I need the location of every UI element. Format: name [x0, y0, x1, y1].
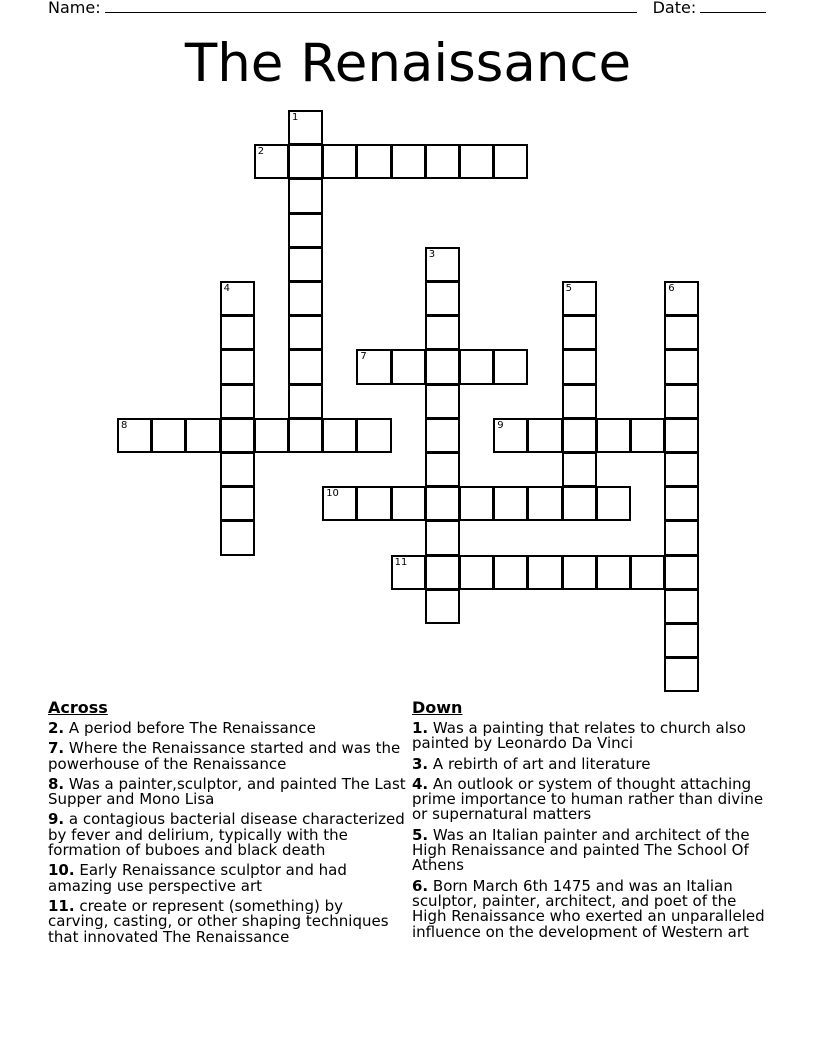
crossword-cell[interactable] [527, 555, 562, 590]
clue-number: 8 [121, 419, 128, 431]
crossword-cell[interactable] [322, 144, 357, 179]
crossword-cell[interactable] [288, 281, 323, 316]
clue-text: A rebirth of art and literature [428, 754, 651, 773]
clue-number: 10. [48, 861, 75, 880]
crossword-cell[interactable] [220, 315, 255, 350]
clue-number: 3. [412, 754, 429, 773]
across-clue [48, 721, 408, 736]
crossword-cell[interactable] [664, 657, 699, 692]
crossword-cell[interactable] [356, 418, 391, 453]
crossword-cell[interactable] [288, 247, 323, 282]
crossword-cell[interactable] [425, 555, 460, 590]
clue-text: Born March 6th 1475 and was an Italian sculptor, painter, architect, and poet of the High Renaissance who exerted an unparalleled influence on the development of Western art [412, 876, 765, 941]
crossword-cell[interactable] [288, 418, 323, 453]
clue-number: 7 [360, 351, 367, 363]
page-title: The Renaissance [184, 33, 632, 94]
crossword-cell[interactable] [493, 555, 528, 590]
crossword-cell[interactable] [151, 418, 186, 453]
crossword-cell[interactable] [664, 555, 699, 590]
crossword-cell[interactable] [288, 144, 323, 179]
crossword-cell[interactable] [493, 144, 528, 179]
crossword-cell[interactable] [664, 349, 699, 384]
crossword-cell[interactable] [425, 144, 460, 179]
crossword-cell[interactable] [288, 213, 323, 248]
crossword-cell[interactable] [322, 486, 357, 521]
crossword-cell[interactable] [459, 144, 494, 179]
crossword-cell[interactable] [425, 247, 460, 282]
crossword-cell[interactable] [664, 315, 699, 350]
clue-number: 7. [48, 739, 65, 758]
crossword-cell[interactable] [664, 520, 699, 555]
crossword-cell[interactable] [664, 452, 699, 487]
crossword-cell[interactable] [391, 144, 426, 179]
crossword-cell[interactable] [493, 418, 528, 453]
clue-number: 9. [48, 810, 65, 829]
across-clue [48, 741, 408, 772]
crossword-cell[interactable] [562, 452, 597, 487]
clue-number: 11 [394, 556, 408, 568]
crossword-cell[interactable] [425, 520, 460, 555]
clue-number: 6. [412, 876, 429, 895]
clue-number: 10 [326, 488, 339, 500]
crossword-cell[interactable] [425, 589, 460, 624]
crossword-cell[interactable] [356, 486, 391, 521]
crossword-cell[interactable] [356, 349, 391, 384]
crossword-cell[interactable] [562, 349, 597, 384]
crossword-cell[interactable] [288, 178, 323, 213]
crossword-cell[interactable] [356, 144, 391, 179]
crossword-cell[interactable] [664, 281, 699, 316]
crossword-cell[interactable] [493, 349, 528, 384]
clue-number: 1 [292, 112, 299, 123]
across-clue [48, 863, 408, 894]
clue-number: 6 [668, 283, 675, 294]
crossword-cell[interactable] [425, 315, 460, 350]
down-clue [412, 754, 772, 773]
down-clues [412, 698, 772, 945]
crossword-cell[interactable] [220, 486, 255, 521]
down-heading: Down [412, 698, 463, 717]
crossword-cell[interactable] [220, 452, 255, 487]
crossword-cell[interactable] [220, 418, 255, 453]
crossword-cell[interactable] [391, 349, 426, 384]
crossword-cell[interactable] [185, 418, 220, 453]
crossword-cell[interactable] [220, 281, 255, 316]
crossword-cell[interactable] [664, 384, 699, 419]
crossword-cell[interactable] [288, 349, 323, 384]
crossword-cell[interactable] [562, 281, 597, 316]
crossword-cell[interactable] [596, 486, 631, 521]
crossword-cell[interactable] [288, 384, 323, 419]
clue-number: 3 [428, 248, 436, 260]
crossword-cell[interactable] [664, 486, 699, 521]
crossword-cell[interactable] [664, 589, 699, 624]
crossword-cell[interactable] [322, 418, 357, 453]
crossword-cell[interactable] [220, 520, 255, 555]
clue-text: Was a painter,sculptor, and painted The Last Supper and Mono Lisa [48, 774, 406, 809]
down-clue [412, 774, 772, 824]
across-clue [48, 896, 408, 946]
clue-number: 1. [412, 719, 429, 737]
across-clues [48, 698, 408, 950]
crossword-cell[interactable] [527, 486, 562, 521]
across-heading: Across [48, 698, 108, 717]
clue-number: 4 [223, 283, 230, 294]
crossword-cell[interactable] [425, 349, 460, 384]
clue-number: 5 [565, 283, 572, 294]
clue-text: Where the Renaissance started and was the powerhouse of the Renaissance [48, 739, 401, 773]
crossword-cell[interactable] [596, 418, 631, 453]
crossword-cell[interactable] [562, 555, 597, 590]
clue-number: 2. [48, 719, 65, 737]
crossword-cell[interactable] [425, 486, 460, 521]
crossword-cell[interactable] [220, 384, 255, 419]
clue-number: 4. [412, 774, 429, 793]
clue-number: 8. [48, 774, 65, 793]
crossword-cell[interactable] [562, 384, 597, 419]
crossword-cell[interactable] [527, 418, 562, 453]
crossword-cell[interactable] [117, 418, 152, 453]
clue-text: Was an Italian painter and architect of the High Renaissance and painted The School Of Athens [412, 825, 750, 875]
across-clue [48, 812, 408, 858]
down-clue [412, 825, 772, 875]
clue-number: 9 [497, 419, 504, 431]
crossword-cell[interactable] [630, 555, 665, 590]
clue-text: create or represent (something) by carving, casting, or other shaping techniques that innovated The Renaissance [48, 896, 389, 946]
crossword-cell[interactable] [425, 384, 460, 419]
clue-number: 2 [257, 146, 265, 158]
crossword-cell[interactable] [562, 315, 597, 350]
crossword-cell[interactable] [391, 486, 426, 521]
crossword-cell[interactable] [254, 418, 289, 453]
crossword-cell[interactable] [664, 623, 699, 658]
clue-number: 11. [48, 896, 75, 915]
clue-text: Early Renaissance sculptor and had amazing use perspective art [48, 861, 347, 895]
crossword-cell[interactable] [459, 555, 494, 590]
crossword-cell[interactable] [288, 110, 323, 145]
crossword-cell[interactable] [425, 418, 460, 453]
crossword-cell[interactable] [664, 418, 699, 453]
crossword-cell[interactable] [220, 349, 255, 384]
crossword-cell[interactable] [459, 486, 494, 521]
crossword-cell[interactable] [596, 555, 631, 590]
crossword-cell[interactable] [391, 555, 426, 590]
crossword-cell[interactable] [459, 349, 494, 384]
name-label: Name: [48, 0, 101, 17]
crossword-cell[interactable] [493, 486, 528, 521]
down-clue [412, 721, 772, 752]
crossword-cell[interactable] [630, 418, 665, 453]
down-clue [412, 876, 772, 941]
crossword-cell[interactable] [288, 315, 323, 350]
clue-text: A period before The Renaissance [64, 719, 316, 737]
clue-text: a contagious bacterial disease characterized by fever and delirium, typically with the formation of buboes and black death [48, 810, 405, 860]
crossword-cell[interactable] [425, 452, 460, 487]
clue-text: Was a painting that relates to church also painted by Leonardo Da Vinci [412, 719, 746, 753]
across-clue [48, 774, 408, 809]
crossword-cell[interactable] [562, 486, 597, 521]
crossword-cell[interactable] [254, 144, 289, 179]
crossword-cell[interactable] [425, 281, 460, 316]
crossword-cell[interactable] [562, 418, 597, 453]
date-label: Date: [652, 0, 697, 17]
clue-number: 5. [412, 825, 429, 844]
clue-text: An outlook or system of thought attaching prime importance to human rather than divine or supernatural matters [412, 774, 764, 824]
